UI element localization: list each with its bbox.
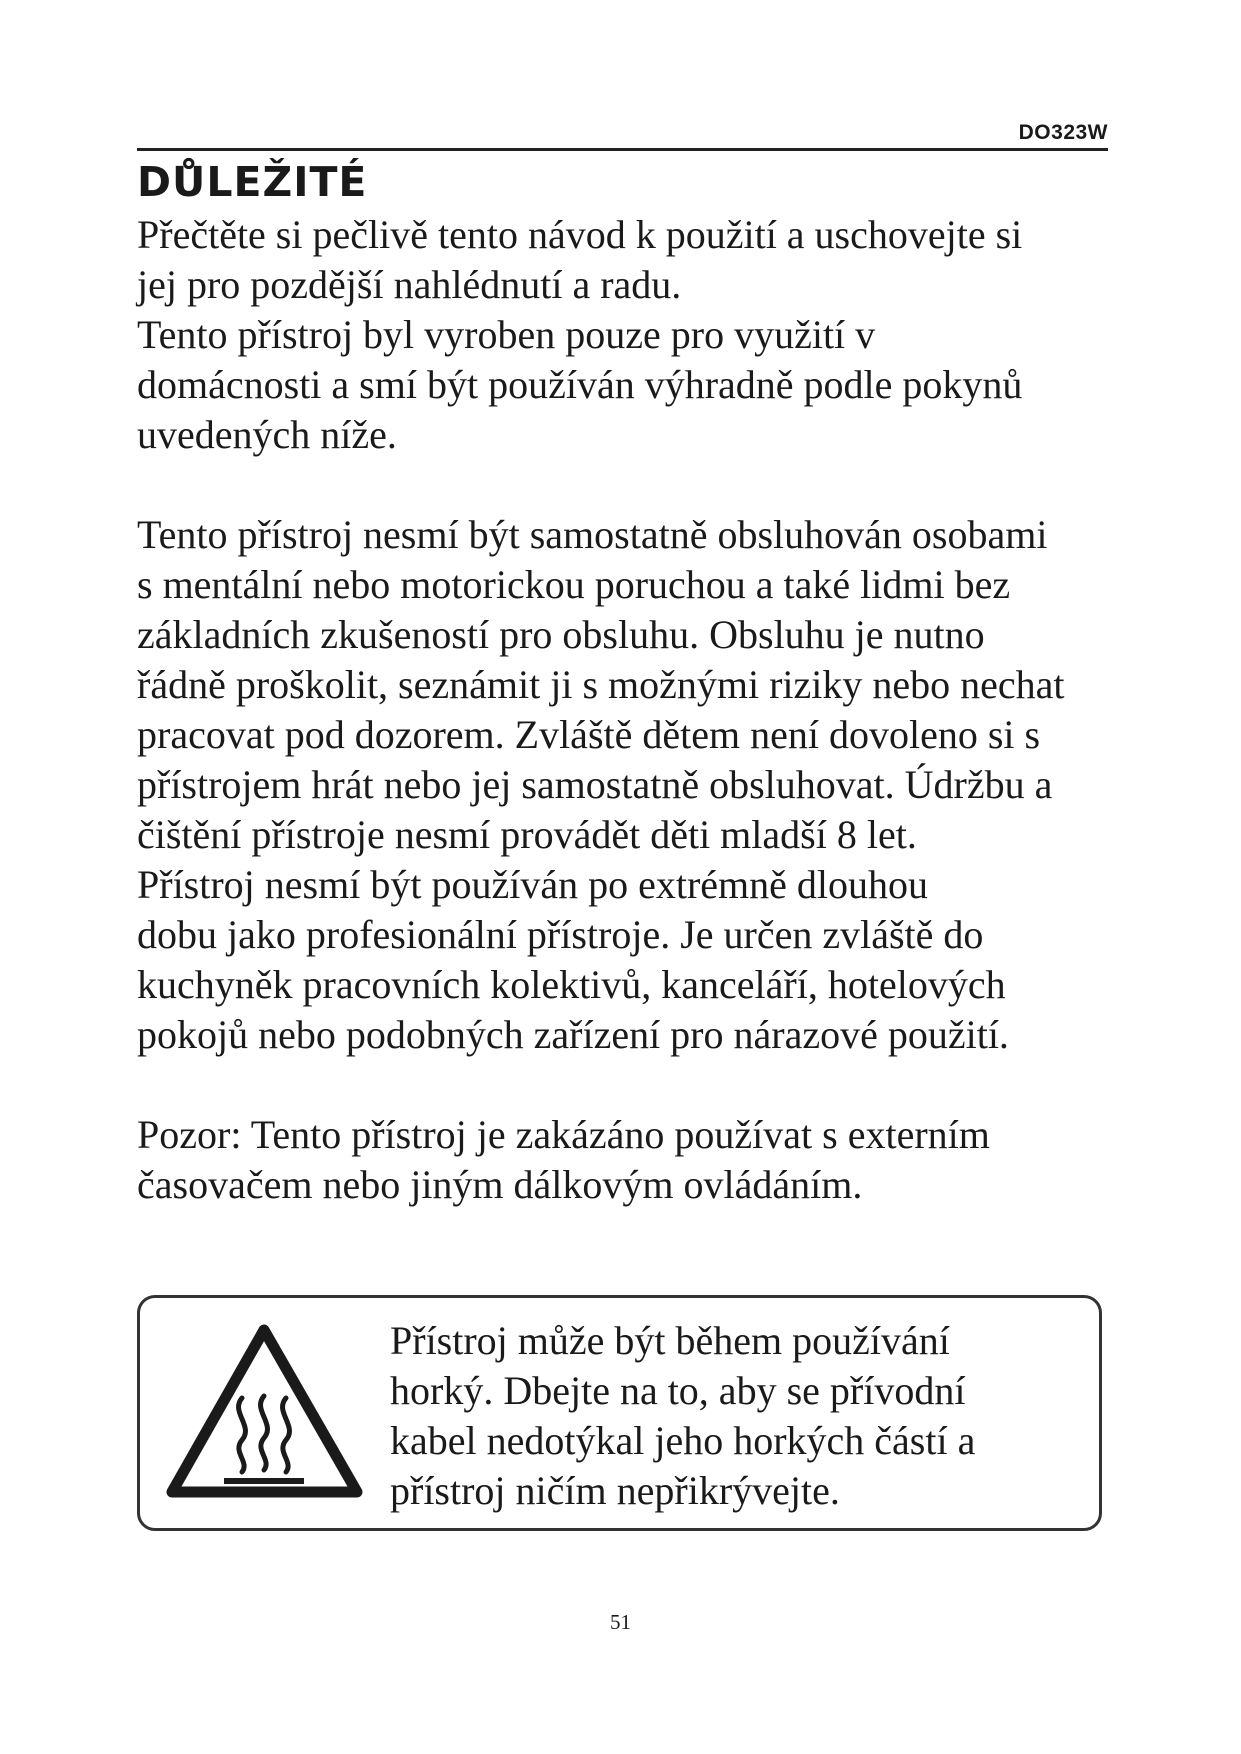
hot-surface-warning-icon xyxy=(162,1320,367,1505)
model-code: DO323W xyxy=(1018,121,1108,144)
paragraph-line: uvedených níže. xyxy=(137,412,397,457)
usage-paragraph xyxy=(137,510,1065,1060)
paragraph-line: Tento přístroj nesmí být samostatně obsluhován osobami xyxy=(137,512,1048,557)
paragraph-line: Pozor: Tento přístroj je zakázáno používat s externím xyxy=(137,1112,990,1157)
paragraph-line: přístrojem hrát nebo jej samostatně obsluhovat. Údržbu a xyxy=(137,762,1053,807)
paragraph-line: časovačem nebo jiným dálkovým ovládáním. xyxy=(137,1162,863,1207)
paragraph-line: pokojů nebo podobných zařízení pro nárazové použití. xyxy=(137,1012,1009,1057)
paragraph-line: čištění přístroje nesmí provádět děti mladší 8 let. xyxy=(137,812,917,857)
paragraph-line: pracovat pod dozorem. Zvláště dětem není dovoleno si s xyxy=(137,712,1041,757)
paragraph-line: kuchyněk pracovních kolektivů, kanceláří, hotelových xyxy=(137,962,1006,1007)
hot-surface-warning-box xyxy=(137,1295,1102,1531)
warning-line: přístroj ničím nepřikrývejte. xyxy=(390,1468,840,1513)
paragraph-line: jej pro pozdější nahlédnutí a radu. xyxy=(137,262,682,307)
paragraph-line: řádně proškolit, seznámit ji s možnými riziky nebo nechat xyxy=(137,662,1065,707)
paragraph-line: dobu jako profesionální přístroje. Je určen zvláště do xyxy=(137,912,984,957)
warning-line: kabel nedotýkal jeho horkých částí a xyxy=(390,1418,976,1463)
paragraph-line: Přečtěte si pečlivě tento návod k použití a uschovejte si xyxy=(137,212,1023,257)
page-number: 51 xyxy=(610,1610,631,1634)
header-rule xyxy=(137,148,1108,151)
paragraph-line: Přístroj nesmí být používán po extrémně dlouhou xyxy=(137,862,928,907)
warning-line: Přístroj může být během používání xyxy=(390,1318,950,1363)
warning-line: horký. Dbejte na to, aby se přívodní xyxy=(390,1368,966,1413)
paragraph-line: s mentální nebo motorickou poruchou a také lidmi bez xyxy=(137,562,1011,607)
paragraph-line: základních zkušeností pro obsluhu. Obsluhu je nutno xyxy=(137,612,985,657)
paragraph-line: Tento přístroj byl vyroben pouze pro využití v xyxy=(137,312,876,357)
warning-text xyxy=(390,1316,975,1516)
caution-paragraph xyxy=(137,1110,990,1210)
page-title: DŮLEŽITÉ xyxy=(137,158,368,206)
intro-paragraph xyxy=(137,210,1022,460)
paragraph-line: domácnosti a smí být používán výhradně podle pokynů xyxy=(137,362,1023,407)
